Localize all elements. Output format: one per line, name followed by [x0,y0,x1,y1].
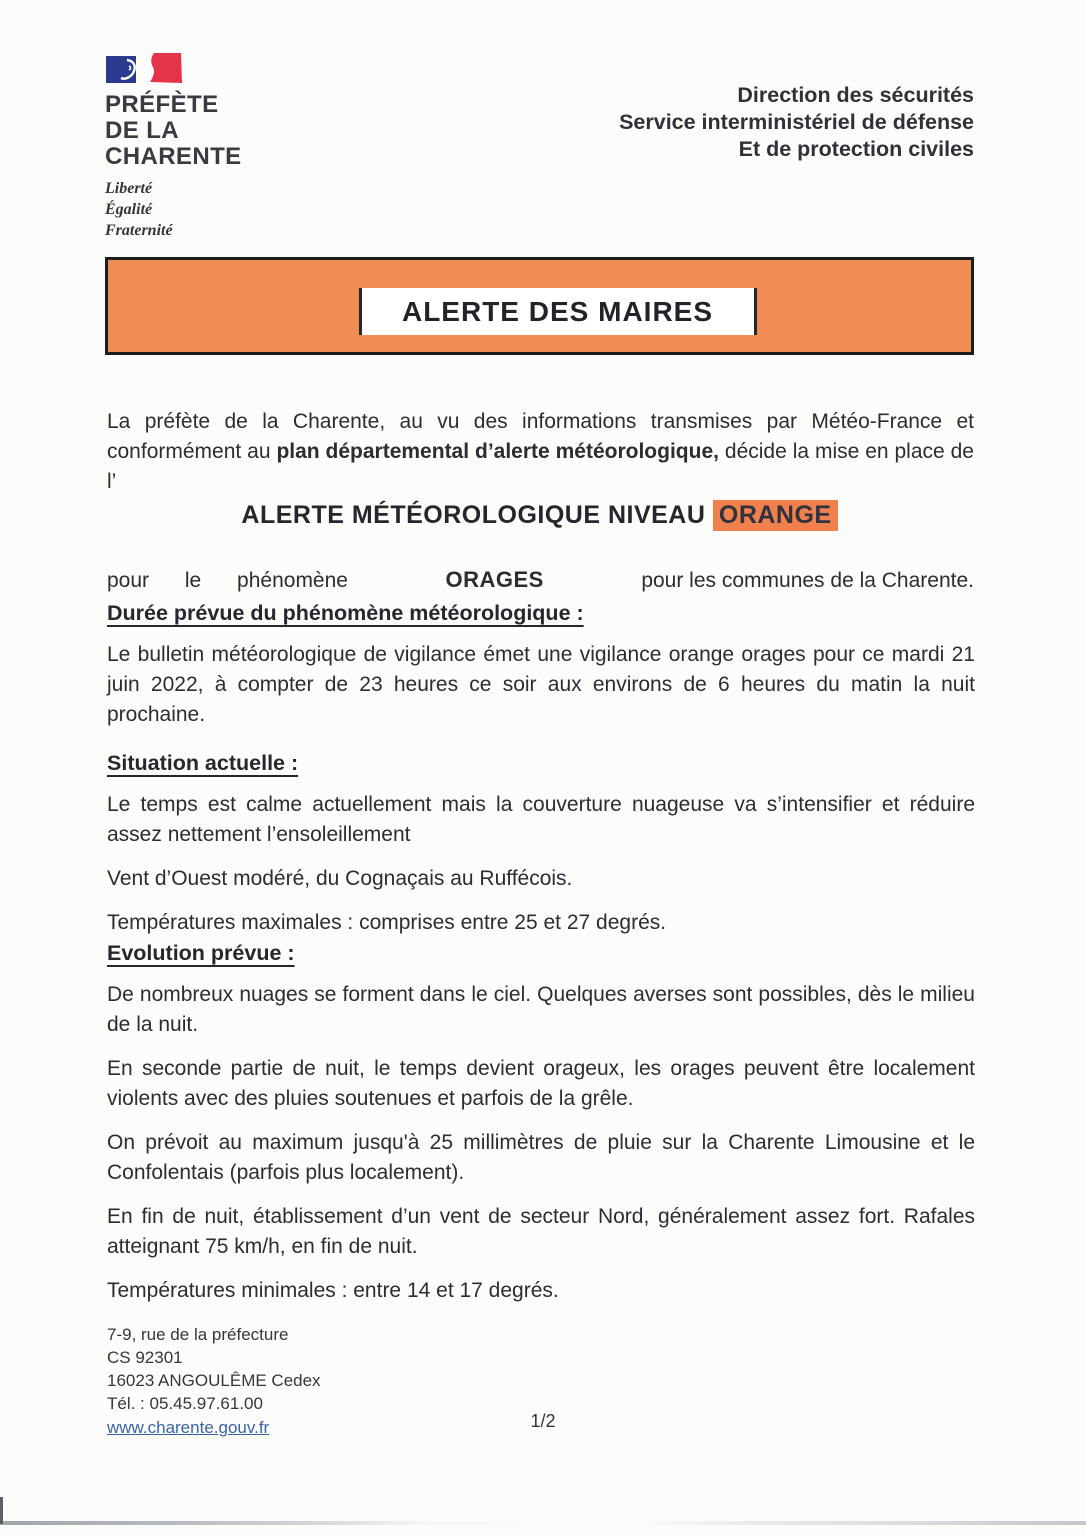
motto-fraternite: Fraternité [105,222,173,239]
paragraph: En seconde partie de nuit, le temps devient orageux, les orages peuvent être localement violents avec des pluies soutenues et parfois de la grêle. [107,1057,975,1110]
page-number: 1/2 [530,1411,556,1431]
paragraph: Le bulletin météorologique de vigilance émet une vigilance orange orages pour ce mardi 21 juin 2022, à compter de 23 heures ce soir aux environs de 6 heures du matin la nuit prochaine. [107,643,975,726]
paragraph: Températures maximales : comprises entre 25 et 27 degrés. [107,911,667,934]
phenomenon-line [107,567,974,593]
prefecture-name-line-2: DE LA [105,117,179,144]
intro-text-before: La préfète de la Charente, au vu des informations transmises par Météo-France et conformément au [107,410,974,463]
footer-address-city: 16023 ANGOULÊME Cedex [107,1371,321,1390]
footer-address-cs: CS 92301 [107,1348,183,1367]
alert-banner-title-box [359,288,757,335]
phenomenon-value: ORAGES [445,567,544,592]
service-line-3: Et de protection civiles [738,137,974,161]
service-line-1: Direction des sécurités [737,83,974,107]
service-line-2: Service interministériel de défense [619,110,974,134]
section-situation-actuelle [107,751,975,952]
section-heading-evolution: Evolution prévue : [107,941,295,965]
scan-artifact-line [0,1521,1086,1525]
section-duree-prevue [107,601,975,744]
paragraph: Températures minimales : entre 14 et 17 degrés. [107,1279,559,1302]
republic-motto [105,178,242,241]
alert-banner [105,257,974,355]
footer-website-link[interactable]: www.charente.gouv.fr [107,1418,270,1437]
section-heading-duree: Durée prévue du phénomène météorologique : [107,601,584,625]
paragraph: Le temps est calme actuellement mais la couverture nuageuse va s’intensifier et réduire assez nettement l’ensoleillement [107,793,975,846]
prefecture-name-line-1: PRÉFÈTE [105,91,219,118]
motto-egalite: Égalité [105,201,153,218]
document-title: ALERTE DES MAIRES [401,295,714,327]
phenomenon-scope: pour les communes de la Charente. [641,569,974,592]
motto-liberte: Liberté [105,180,153,197]
section-evolution-prevue [107,941,975,1320]
french-flag-marianne-icon [105,52,185,85]
phenomenon-label: pour le phénomène [107,569,348,592]
section-heading-situation: Situation actuelle : [107,751,299,775]
prefecture-logo-block [105,52,242,241]
issuing-service-block [619,82,974,163]
paragraph: On prévoit au maximum jusqu'à 25 millimètres de pluie sur la Charente Limousine et le Confolentais (parfois plus localement). [107,1131,975,1184]
alert-level-prefix: ALERTE MÉTÉOROLOGIQUE NIVEAU [241,501,713,529]
intro-text-bold: plan départemental d’alerte météorologique, [276,440,719,463]
paragraph: Vent d’Ouest modéré, du Cognaçais au Ruffécois. [107,867,573,890]
scan-artifact-mark [0,1497,3,1524]
paragraph: De nombreux nuages se forment dans le ciel. Quelques averses sont possibles, dès le milieu de la nuit. [107,983,975,1036]
alert-level-orange-highlight: ORANGE [713,500,838,531]
intro-text-after: décide la mise en place de l’ [107,440,974,493]
footer-phone: Tél. : 05.45.97.61.00 [107,1394,263,1413]
paragraph: En fin de nuit, établissement d’un vent de secteur Nord, généralement assez fort. Rafales atteignant 75 km/h, en fin de nuit. [107,1205,975,1258]
prefecture-name-line-3: CHARENTE [105,143,242,170]
footer-address-street: 7-9, rue de la préfecture [107,1325,289,1344]
intro-paragraph [107,407,974,497]
alert-level-title [105,501,974,530]
